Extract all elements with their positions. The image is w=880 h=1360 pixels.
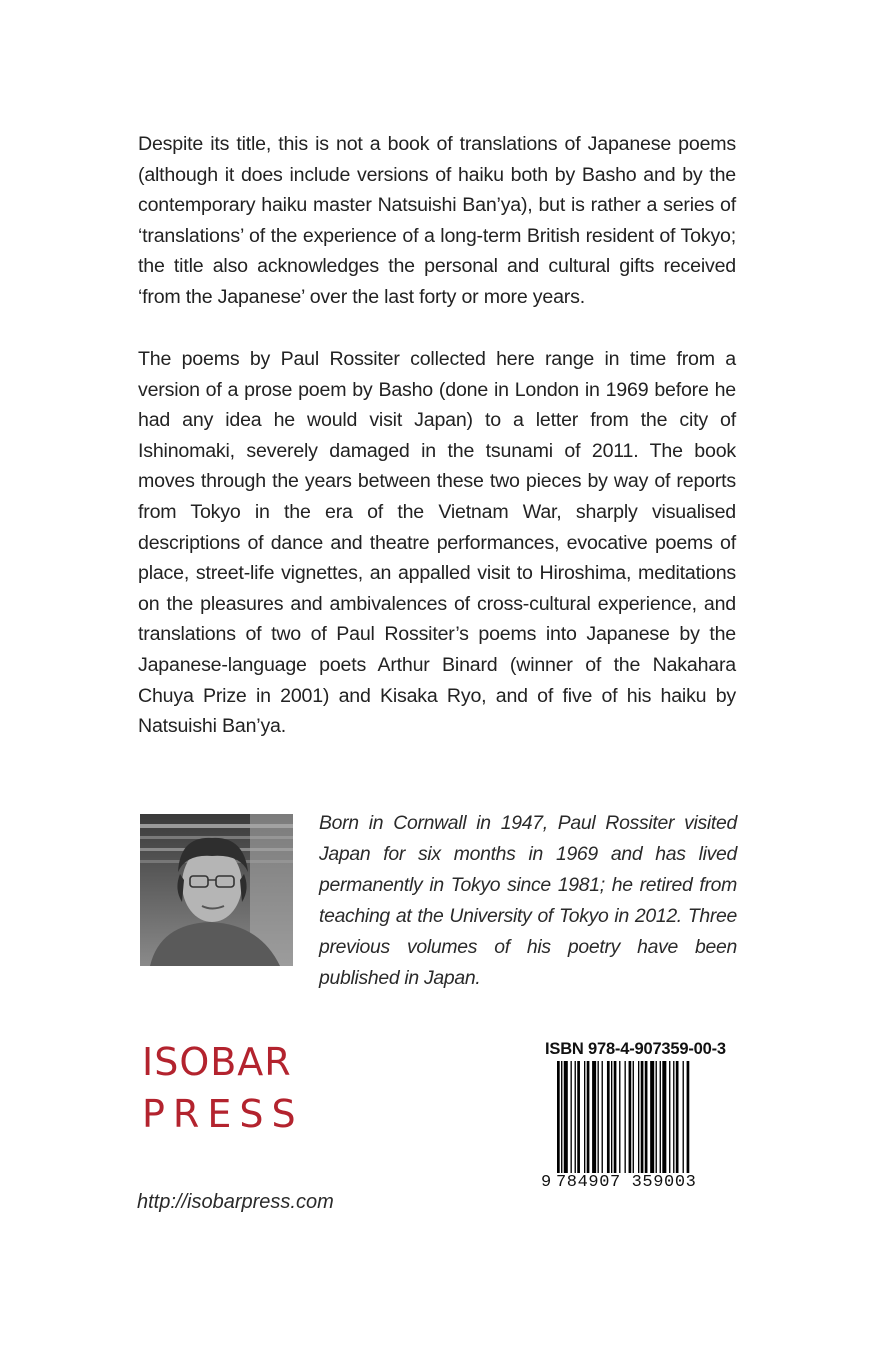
blurb-paragraph-2: The poems by Paul Rossiter collected here range in time from a version of a prose poem by Basho (done in London in 1969 before he had any idea he would visit Japan) to a letter from the city of Ishinomaki, severely damaged in the tsunami of 2011. The book moves through the years between these two pieces by way of reports from Tokyo in the era of the Vietnam War, sharply visualised descriptions of dance and theatre performances, evocative poems of place, street-life vignettes, an appalled visit to Hiroshima, meditations on the pleasures and ambivalences of cross-cultural experience, and translations of two of Paul Rossiter’s poems into Japanese by the Japanese-language poets Arthur Binard (winner of the Nakahara Chuya Prize in 2001) and Kisaka Ryo, and of five of his haiku by Natsuishi Ban’ya. bbox=[138, 348, 736, 738]
barcode-bar bbox=[607, 1061, 610, 1173]
barcode-bar bbox=[629, 1061, 632, 1173]
barcode-bar bbox=[619, 1061, 620, 1173]
publisher-logo-isobar: ISOBAR bbox=[142, 1040, 292, 1084]
barcode-bar bbox=[587, 1061, 590, 1173]
barcode-bar bbox=[557, 1061, 560, 1183]
barcode-bar bbox=[561, 1061, 562, 1183]
barcode-bar bbox=[638, 1061, 639, 1173]
barcode-bar bbox=[575, 1061, 576, 1173]
barcode-bar bbox=[564, 1061, 568, 1173]
barcode-bar bbox=[683, 1061, 684, 1173]
barcode-bar bbox=[645, 1061, 648, 1183]
isbn-digits: 784907 359003 bbox=[556, 1173, 696, 1197]
barcode-bar bbox=[673, 1061, 674, 1173]
isbn-lead-digit: 9 bbox=[541, 1173, 552, 1192]
author-photo bbox=[140, 814, 293, 966]
barcode-bar bbox=[584, 1061, 585, 1173]
publisher-url[interactable]: http://isobarpress.com bbox=[137, 1191, 334, 1213]
blurb-paragraph-1: Despite its title, this is not a book of translations of Japanese poems (although it does include versions of haiku both by Basho and by the contemporary haiku master Natsuishi Ban’ya), but is rather a series of ‘translations’ of the experience of a long-term British resident of Tokyo; the title also acknowledges the personal and cultural gifts received ‘from the Japanese’ over the last forty or more years. bbox=[138, 133, 736, 308]
barcode-bar bbox=[656, 1061, 657, 1173]
publisher-logo-press: PRESS bbox=[142, 1092, 304, 1136]
barcode-bar bbox=[577, 1061, 580, 1173]
barcode-bar bbox=[598, 1061, 599, 1173]
isbn-label: ISBN 978-4-907359-00-3 bbox=[545, 1040, 726, 1058]
barcode-bar bbox=[641, 1061, 644, 1173]
barcode-bar bbox=[662, 1061, 666, 1173]
barcode-bar bbox=[614, 1061, 617, 1173]
barcode-bar bbox=[633, 1061, 634, 1173]
barcode-bar bbox=[669, 1061, 670, 1173]
barcode-bar bbox=[611, 1061, 612, 1173]
barcode-bar bbox=[676, 1061, 679, 1173]
barcode-bar bbox=[660, 1061, 661, 1173]
barcode-bar bbox=[571, 1061, 572, 1173]
author-bio: Born in Cornwall in 1947, Paul Rossiter visited Japan for six months in 1969 and has lived permanently in Tokyo since 1981; he retired from teaching at the University of Tokyo in 2012. Three previous volumes of his poetry have been published in Japan. bbox=[319, 812, 737, 989]
barcode-bar bbox=[650, 1061, 654, 1173]
author-portrait-icon bbox=[140, 814, 293, 966]
barcode-bar bbox=[602, 1061, 603, 1173]
barcode-bar bbox=[687, 1061, 690, 1173]
barcode-bar bbox=[625, 1061, 626, 1173]
barcode-bar bbox=[592, 1061, 596, 1173]
